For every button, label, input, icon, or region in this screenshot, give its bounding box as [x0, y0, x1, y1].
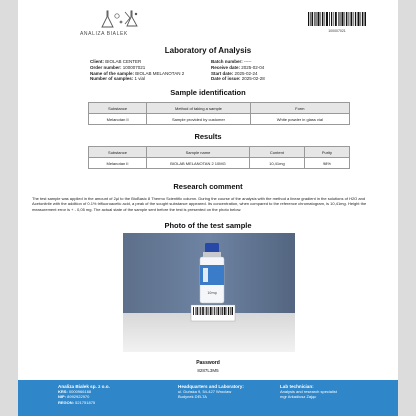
info-line: Name of the sample: BIOLAB MELANOTAN 2 [90, 70, 185, 76]
password-label: Password [196, 360, 220, 366]
info-line: Receive date: 2025-02-04 [211, 64, 265, 70]
column-header: Purity [304, 147, 349, 158]
footer [18, 380, 398, 416]
table-row [89, 114, 350, 125]
password-value: 8287L3M5 [197, 368, 219, 373]
results-heading: Results [194, 132, 222, 141]
footer-line: ul. Duńska 9, 54-427 Wroclaw [178, 389, 232, 395]
photo-heading: Photo of the test sample [164, 221, 252, 230]
research-comment-text: The test sample was applied in the amount of 2µl to the BioBasic 8 Thermo Scientific column. During the course of the analysis with the method a linear gradient in the solutions of H2O and Acetonitrile with the addition of 0.1% trifluoroacetic acid, a peak of the sought substance appeared. Its concentration, when compared to the reference chromatogram, is 10,41mg. Height the measurement error is + - 0,05 mg. The actual state of the sample sent before the test is presented on the photo below. [32, 196, 367, 212]
footer-technician [280, 384, 337, 400]
column-header: Form [250, 103, 349, 114]
sample-identification-heading: Sample identification [170, 88, 246, 97]
research-comment-heading: Research comment [173, 182, 243, 191]
footer-technician-title: Lab technician: [280, 384, 314, 389]
info-line: Date of issue: 2025-02-28 [211, 76, 265, 82]
column-header: Sample name [146, 147, 249, 158]
footer-line: KRS: 0000966168 [58, 389, 92, 395]
table-cell: Sample provided by customer [147, 114, 250, 125]
table-cell: 98% [304, 158, 349, 169]
results-table [88, 146, 350, 169]
table-row [89, 158, 350, 169]
brand-name: ANALIZA BIALEK [80, 31, 128, 37]
info-line: Batch number: ----- [211, 59, 252, 64]
table-header-row [89, 147, 350, 158]
table-cell: Melanotan II [89, 114, 147, 125]
document-number: 100007021 [328, 29, 346, 33]
footer-line: REGON: 521751875 [58, 399, 96, 405]
sample-identification-table [88, 102, 350, 125]
footer-company [58, 384, 110, 405]
table-cell: Melanotan II [89, 158, 147, 169]
info-line: Client: BIOLAB CENTER [90, 59, 142, 64]
barcode-icon [308, 12, 366, 26]
table-cell: White powder in glass vial [250, 114, 349, 125]
column-header: Content [249, 147, 304, 158]
table-cell: 10,41mg [249, 158, 304, 169]
sample-vial-photo [123, 233, 295, 352]
footer-headquarters-title: Headquarters and Laboratory: [178, 384, 244, 389]
table-cell: BIOLAB MELANOTAN 2 10MG [146, 158, 249, 169]
info-line: Start date: 2025-02-24 [211, 70, 258, 76]
footer-line: mgr Arkadiusz Zając [280, 394, 317, 400]
column-header: Substance [89, 103, 147, 114]
report-page [18, 0, 398, 416]
column-header: Method of taking a sample [147, 103, 250, 114]
info-line: Number of samples: 1 vial [90, 76, 146, 82]
column-header: Substance [89, 147, 147, 158]
page-title: Laboratory of Analysis [164, 46, 252, 55]
vial-label: 10mg [207, 291, 217, 295]
footer-line: Budynek DELTA [178, 394, 207, 400]
footer-headquarters [178, 384, 244, 400]
footer-line: NIP: 8992922970 [58, 394, 90, 400]
footer-line: Analysis and research specialist [280, 389, 337, 395]
footer-company-title: Analiza Bialek sp. z o.o. [58, 384, 110, 389]
client-info-right [211, 59, 265, 82]
flask-logo-icon [101, 8, 141, 30]
table-header-row [89, 103, 350, 114]
client-info-left [90, 59, 184, 82]
info-line: Order number: 100007021 [90, 64, 146, 70]
